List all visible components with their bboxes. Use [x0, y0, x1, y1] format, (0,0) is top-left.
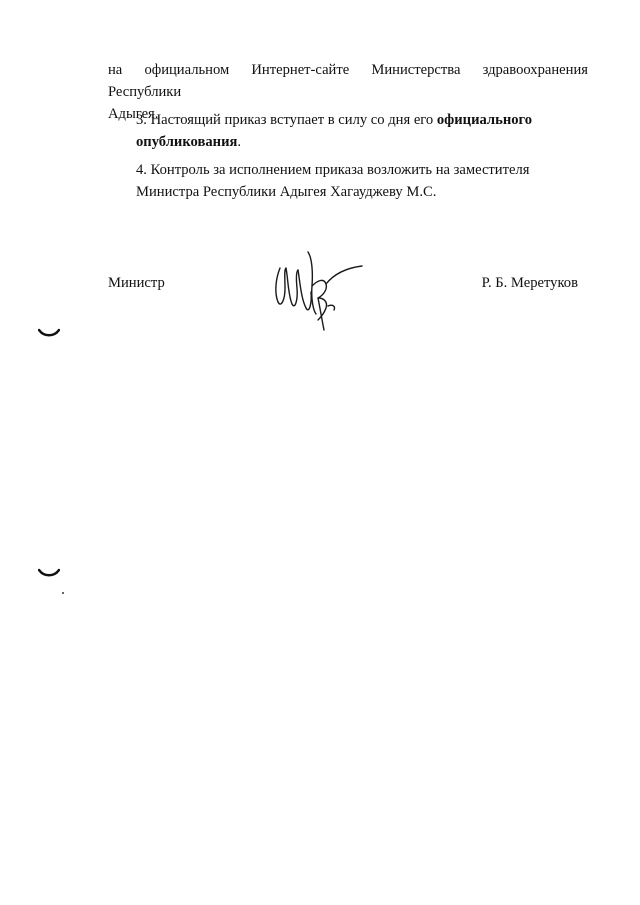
item-3-last-line: [108, 131, 588, 153]
item-4-last-line: Министра Республики Адыгея Хагауджеву М.С.: [136, 184, 437, 200]
signatory-title: Министр: [108, 275, 165, 291]
signatory-name: Р. Б. Меретуков: [481, 275, 578, 291]
scan-speck: [62, 592, 64, 594]
handwritten-signature: [268, 248, 368, 334]
paragraph-continuation-last-line: Адыгея.: [108, 106, 159, 122]
paragraph-continuation-text: на официальном Интернет-сайте Министерства здравоохранения Республики: [108, 62, 588, 100]
binding-punch-mark: [38, 328, 60, 338]
item-4-paragraph: [108, 159, 588, 203]
item-3-end: .: [237, 134, 242, 150]
item-3-bold-word: официального: [436, 112, 533, 128]
item-4-text: 4. Контроль за исполнением приказа возложить на заместителя: [136, 162, 530, 178]
item-3-paragraph: [108, 109, 588, 153]
item-3-bold-word-2: опубликования: [136, 134, 238, 150]
binding-punch-mark: [38, 568, 60, 578]
item-3-text: 3. Настоящий приказ вступает в силу со дня его: [136, 112, 437, 128]
